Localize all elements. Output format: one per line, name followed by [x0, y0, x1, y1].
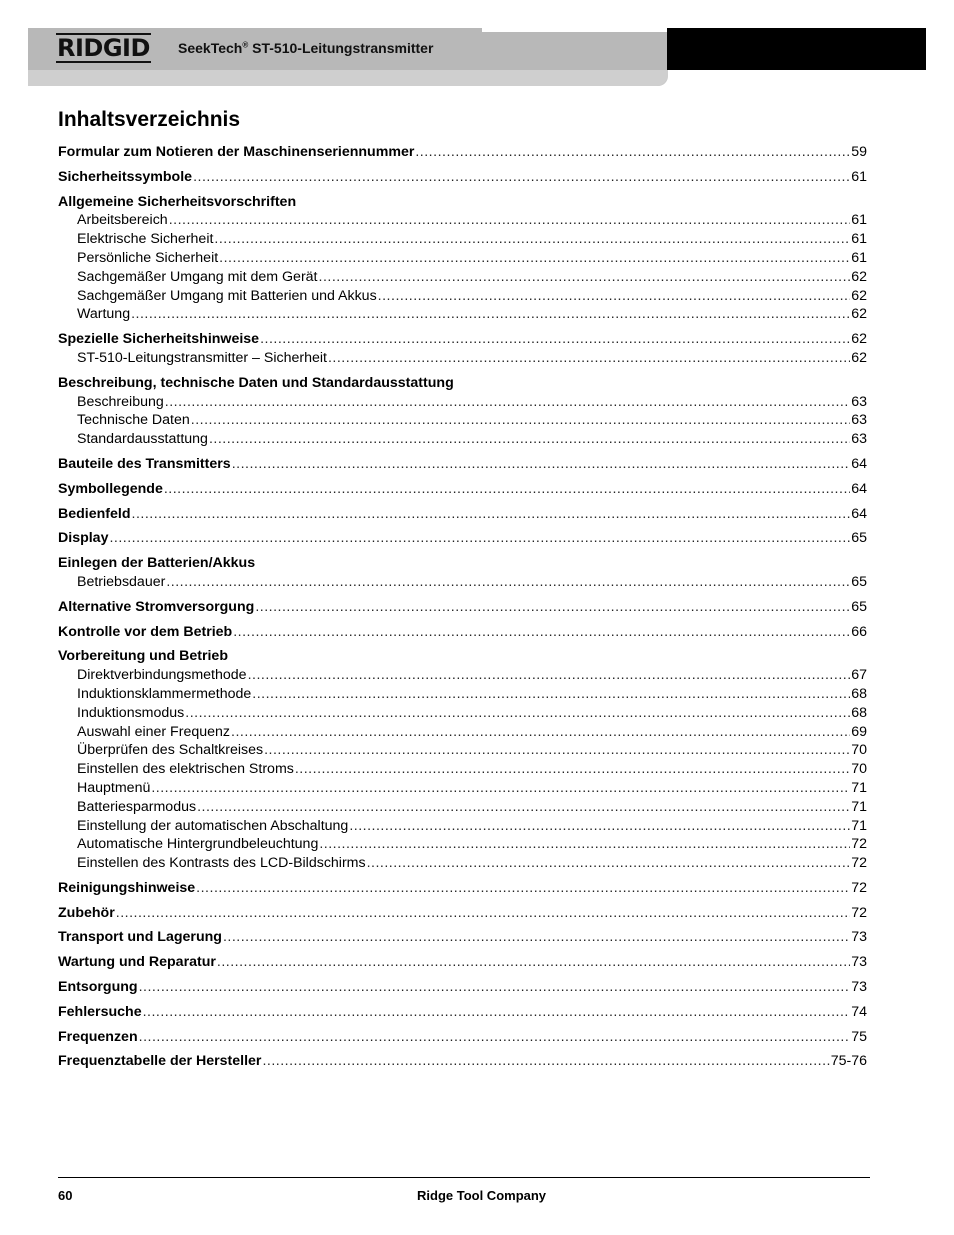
- toc-section: [58, 879, 867, 898]
- toc-subentry-page: 71: [851, 798, 867, 815]
- toc-leader-dots: [132, 505, 851, 524]
- toc-section: [58, 455, 867, 474]
- toc-leader-dots: [191, 411, 850, 430]
- toc-section: [58, 904, 867, 923]
- toc-section: [58, 1003, 867, 1022]
- toc-subentry-page: 65: [851, 573, 867, 590]
- toc-entry-title: Alternative Stromversorgung: [58, 598, 255, 615]
- toc-entry[interactable]: [58, 1028, 867, 1047]
- toc-subentry-title: ST-510-Leitungstransmitter – Sicherheit: [77, 349, 327, 366]
- toc-entry-title: Wartung und Reparatur: [58, 954, 216, 971]
- toc-subentry-page: 68: [851, 704, 867, 721]
- toc-subentry-title: Persönliche Sicherheit: [77, 249, 219, 266]
- header-title: [178, 40, 433, 56]
- toc-subentry-page: 72: [851, 836, 867, 853]
- toc-section-title: Allgemeine Sicherheitsvorschriften: [58, 193, 297, 210]
- toc-entry[interactable]: [58, 168, 867, 187]
- toc-subentry[interactable]: [58, 741, 867, 760]
- toc-subentry-page: 70: [851, 742, 867, 759]
- toc-leader-dots: [232, 455, 851, 474]
- toc-leader-dots: [165, 393, 850, 412]
- toc-subentry[interactable]: [58, 249, 867, 268]
- toc-section-heading[interactable]: [58, 193, 867, 212]
- toc-leader-dots: [255, 598, 850, 617]
- toc-entry-page: 73: [851, 929, 867, 946]
- toc-entry-title: Bauteile des Transmitters: [58, 455, 231, 472]
- toc-section: [58, 480, 867, 499]
- toc-subentry-page: 67: [851, 667, 867, 684]
- toc-leader-dots: [328, 349, 850, 368]
- toc-entry-page: 74: [851, 1003, 867, 1020]
- toc-subentry-title: Einstellen des Kontrasts des LCD-Bildschirms: [77, 855, 366, 872]
- toc-subentry-page: 61: [851, 231, 867, 248]
- toc-entry-page: 75-76: [830, 1053, 867, 1070]
- toc-subentry[interactable]: [58, 287, 867, 306]
- toc-subentry-title: Elektrische Sicherheit: [77, 231, 214, 248]
- toc-section: [58, 1052, 867, 1071]
- toc-subentry-title: Standardausstattung: [77, 431, 208, 448]
- toc-entry[interactable]: [58, 623, 867, 642]
- table-of-contents: [58, 143, 867, 1077]
- toc-subentry[interactable]: [58, 305, 867, 324]
- toc-subentry-title: Beschreibung: [77, 393, 164, 410]
- toc-subentry[interactable]: [58, 798, 867, 817]
- toc-section: [58, 647, 867, 873]
- toc-section: [58, 193, 867, 325]
- toc-entry-page: 64: [851, 480, 867, 497]
- toc-leader-dots: [248, 666, 851, 685]
- toc-subentry[interactable]: [58, 211, 867, 230]
- toc-entry[interactable]: [58, 1052, 867, 1071]
- toc-entry-title: Zubehör: [58, 904, 115, 921]
- toc-entry[interactable]: [58, 1003, 867, 1022]
- toc-entry-page: 59: [851, 144, 867, 160]
- header-product: ST-510-Leitungstransmitter: [252, 40, 434, 56]
- toc-subentry-page: 62: [851, 306, 867, 323]
- toc-leader-dots: [264, 741, 850, 760]
- toc-leader-dots: [217, 953, 850, 972]
- toc-subentry-title: Einstellung der automatischen Abschaltung: [77, 817, 349, 834]
- toc-subentry[interactable]: [58, 723, 867, 742]
- registered-mark: ®: [242, 40, 249, 50]
- toc-section-heading[interactable]: [58, 647, 867, 666]
- toc-subentry[interactable]: [58, 854, 867, 873]
- page-title: Inhaltsverzeichnis: [58, 108, 241, 131]
- toc-section: [58, 374, 867, 449]
- toc-subentry[interactable]: [58, 704, 867, 723]
- toc-entry-page: 66: [851, 623, 867, 640]
- toc-entry[interactable]: [58, 978, 867, 997]
- toc-section-title: Beschreibung, technische Daten und Standardausstattung: [58, 374, 454, 391]
- toc-section: [58, 529, 867, 548]
- toc-subentry[interactable]: [58, 760, 867, 779]
- header-divider: [482, 28, 668, 32]
- toc-entry-page: 72: [851, 879, 867, 896]
- toc-subentry[interactable]: [58, 349, 867, 368]
- toc-entry-page: 62: [851, 331, 867, 348]
- toc-entry-title: Sicherheitssymbole: [58, 168, 193, 185]
- toc-subentry-title: Technische Daten: [77, 412, 190, 429]
- toc-subentry-page: 69: [851, 723, 867, 740]
- toc-subentry-page: 63: [851, 412, 867, 429]
- toc-leader-dots: [219, 249, 850, 268]
- toc-subentry[interactable]: [58, 230, 867, 249]
- toc-leader-dots: [295, 760, 850, 779]
- toc-entry[interactable]: [58, 529, 867, 548]
- toc-subentry[interactable]: [58, 393, 867, 412]
- toc-leader-dots: [260, 330, 850, 349]
- toc-section-title: Einlegen der Batterien/Akkus: [58, 555, 256, 572]
- toc-leader-dots: [378, 287, 851, 306]
- toc-section: [58, 1028, 867, 1047]
- toc-subentry[interactable]: [58, 430, 867, 449]
- toc-leader-dots: [139, 1028, 851, 1047]
- toc-subentry-title: Überprüfen des Schaltkreises: [77, 742, 264, 759]
- toc-leader-dots: [415, 143, 850, 162]
- toc-leader-dots: [197, 798, 850, 817]
- toc-subentry-page: 62: [851, 349, 867, 366]
- toc-section: [58, 554, 867, 592]
- toc-entry[interactable]: [58, 904, 867, 923]
- toc-subentry-title: Betriebsdauer: [77, 573, 166, 590]
- toc-entry[interactable]: [58, 330, 867, 349]
- toc-entry-title: Bedienfeld: [58, 505, 131, 522]
- toc-leader-dots: [109, 529, 850, 548]
- ridgid-logo: [56, 34, 151, 62]
- toc-entry-page: 65: [851, 598, 867, 615]
- toc-entry[interactable]: [58, 143, 867, 162]
- toc-subentry-page: 61: [851, 212, 867, 229]
- toc-entry-page: 73: [851, 954, 867, 971]
- header-brand: SeekTech: [178, 40, 243, 56]
- toc-leader-dots: [349, 817, 850, 836]
- toc-leader-dots: [185, 704, 850, 723]
- toc-subentry-title: Sachgemäßer Umgang mit dem Gerät: [77, 268, 318, 285]
- toc-subentry-page: 68: [851, 685, 867, 702]
- toc-entry[interactable]: [58, 505, 867, 524]
- toc-entry[interactable]: [58, 879, 867, 898]
- toc-leader-dots: [196, 879, 850, 898]
- toc-subentry-page: 63: [851, 431, 867, 448]
- toc-subentry[interactable]: [58, 666, 867, 685]
- toc-section: [58, 623, 867, 642]
- toc-entry-title: Spezielle Sicherheitshinweise: [58, 331, 260, 348]
- toc-subentry-title: Induktionsklammermethode: [77, 685, 252, 702]
- header-band-bottom: [28, 70, 668, 86]
- toc-entry[interactable]: [58, 598, 867, 617]
- toc-entry-title: Kontrolle vor dem Betrieb: [58, 623, 233, 640]
- toc-entry-page: 72: [851, 904, 867, 921]
- toc-subentry[interactable]: [58, 835, 867, 854]
- toc-entry-title: Symbollegende: [58, 480, 163, 497]
- toc-leader-dots: [223, 928, 850, 947]
- toc-entry[interactable]: [58, 455, 867, 474]
- toc-entry-title: Transport und Lagerung: [58, 929, 222, 946]
- toc-subentry-title: Einstellen des elektrischen Stroms: [77, 761, 294, 778]
- toc-subentry-page: 71: [851, 779, 867, 796]
- toc-subentry-title: Hauptmenü: [77, 779, 151, 796]
- toc-entry-title: Reinigungshinweise: [58, 879, 196, 896]
- toc-subentry-page: 70: [851, 761, 867, 778]
- toc-section: [58, 330, 867, 368]
- toc-subentry[interactable]: [58, 573, 867, 592]
- toc-subentry-title: Auswahl einer Frequenz: [77, 723, 230, 740]
- toc-leader-dots: [231, 723, 850, 742]
- toc-section: [58, 505, 867, 524]
- toc-entry-title: Entsorgung: [58, 979, 138, 996]
- header-black-block: [667, 28, 926, 70]
- toc-section-title: Vorbereitung und Betrieb: [58, 648, 228, 665]
- toc-subentry-title: Batteriesparmodus: [77, 798, 197, 815]
- toc-leader-dots: [143, 1003, 851, 1022]
- toc-subentry[interactable]: [58, 779, 867, 798]
- toc-subentry-title: Automatische Hintergrundbeleuchtung: [77, 836, 319, 853]
- toc-subentry-page: 62: [851, 287, 867, 304]
- toc-leader-dots: [193, 168, 850, 187]
- toc-section: [58, 953, 867, 972]
- toc-subentry[interactable]: [58, 817, 867, 836]
- toc-entry-page: 64: [851, 455, 867, 472]
- toc-subentry[interactable]: [58, 685, 867, 704]
- toc-section-heading[interactable]: [58, 554, 867, 573]
- toc-leader-dots: [131, 305, 850, 324]
- toc-leader-dots: [233, 623, 850, 642]
- toc-subentry[interactable]: [58, 268, 867, 287]
- toc-section-heading[interactable]: [58, 374, 867, 393]
- toc-subentry-page: 62: [851, 268, 867, 285]
- toc-entry-page: 75: [851, 1028, 867, 1045]
- toc-leader-dots: [262, 1052, 829, 1071]
- toc-subentry-title: Direktverbindungsmethode: [77, 667, 247, 684]
- toc-leader-dots: [252, 685, 850, 704]
- toc-leader-dots: [139, 978, 851, 997]
- toc-subentry-page: 61: [851, 249, 867, 266]
- toc-section: [58, 598, 867, 617]
- toc-entry-title: Fehlersuche: [58, 1003, 142, 1020]
- toc-leader-dots: [319, 835, 850, 854]
- toc-entry-page: 65: [851, 530, 867, 547]
- toc-entry-page: 64: [851, 505, 867, 522]
- toc-leader-dots: [151, 779, 850, 798]
- toc-entry[interactable]: [58, 480, 867, 499]
- toc-entry-title: Frequenztabelle der Hersteller: [58, 1053, 262, 1070]
- toc-leader-dots: [166, 573, 850, 592]
- toc-subentry[interactable]: [58, 411, 867, 430]
- toc-entry-title: Formular zum Notieren der Maschinenseriennummer: [58, 144, 415, 160]
- toc-subentry-title: Arbeitsbereich: [77, 212, 168, 229]
- toc-entry[interactable]: [58, 928, 867, 947]
- footer-rule: [58, 1177, 870, 1178]
- toc-section: [58, 168, 867, 187]
- toc-section: [58, 978, 867, 997]
- toc-subentry-title: Wartung: [77, 306, 131, 323]
- toc-leader-dots: [214, 230, 850, 249]
- toc-subentry-title: Induktionsmodus: [77, 704, 185, 721]
- toc-entry-title: Frequenzen: [58, 1028, 138, 1045]
- toc-entry[interactable]: [58, 953, 867, 972]
- toc-leader-dots: [319, 268, 851, 287]
- toc-leader-dots: [367, 854, 851, 873]
- toc-entry-page: 61: [851, 168, 867, 185]
- toc-entry-title: Display: [58, 530, 109, 547]
- toc-section: [58, 928, 867, 947]
- toc-entry-page: 73: [851, 979, 867, 996]
- footer-page-number: 60: [58, 1188, 73, 1203]
- toc-leader-dots: [116, 904, 850, 923]
- logo-text: RIDGID: [57, 34, 150, 62]
- toc-subentry-page: 63: [851, 393, 867, 410]
- toc-subentry-title: Sachgemäßer Umgang mit Batterien und Akkus: [77, 287, 377, 304]
- toc-subentry-page: 72: [851, 855, 867, 872]
- toc-leader-dots: [164, 480, 850, 499]
- toc-leader-dots: [209, 430, 850, 449]
- footer-company: Ridge Tool Company: [417, 1188, 547, 1203]
- toc-leader-dots: [169, 211, 851, 230]
- toc-section: [58, 143, 867, 162]
- toc-subentry-page: 71: [851, 817, 867, 834]
